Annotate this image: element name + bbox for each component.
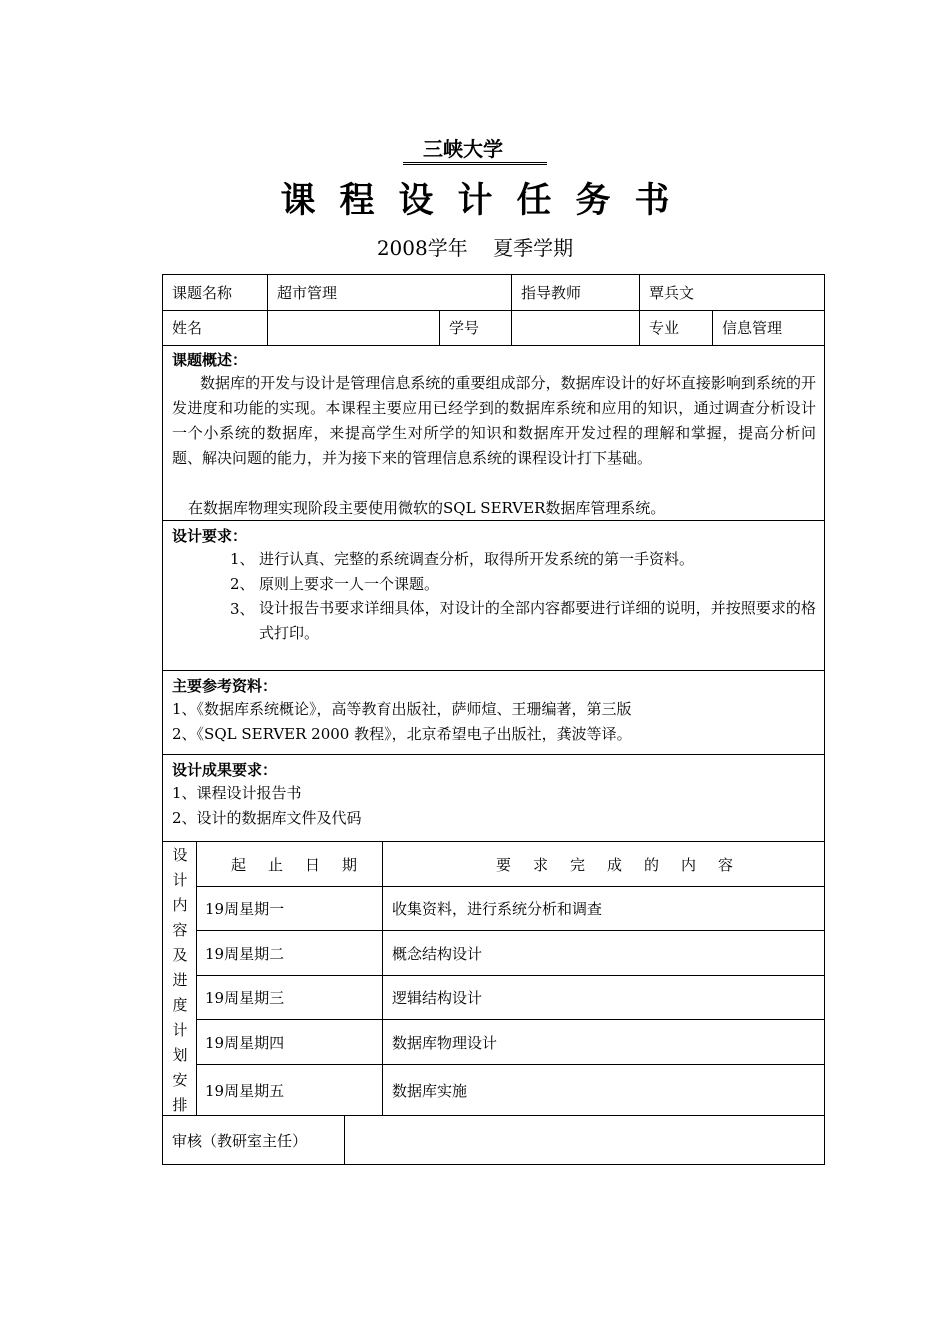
schedule-date-5: 19周星期五 (205, 1082, 285, 1100)
requirement-num-2: 2、 (230, 575, 255, 593)
schedule-date-header: 起止日期 (231, 856, 380, 874)
schedule-date-2: 19周星期二 (205, 945, 285, 963)
advisor-label: 指导教师 (521, 284, 582, 302)
requirement-text-3: 设计报告书要求详细具体，对设计的全部内容都要进行详细的说明，并按照要求的格式打印。 (259, 599, 816, 642)
schedule-content-2: 概念结构设计 (392, 945, 483, 963)
deliverable-item-2: 2、设计的数据库文件及代码 (172, 809, 362, 827)
schedule-date-4: 19周星期四 (205, 1034, 285, 1052)
references-heading: 主要参考资料： (172, 677, 278, 695)
schedule-side-label: 设计内容及进度计划安排 (172, 846, 188, 1114)
deliverable-item-1: 1、课程设计报告书 (172, 784, 302, 802)
topic-label: 课题名称 (172, 284, 233, 302)
requirements-heading: 设计要求： (172, 527, 248, 545)
overview-paragraph-2: 在数据库物理实现阶段主要使用微软的SQL SERVER数据库管理系统。 (188, 499, 666, 517)
schedule-content-1: 收集资料，进行系统分析和调查 (392, 900, 603, 918)
deliverables-heading: 设计成果要求： (172, 761, 278, 779)
overview-paragraph: 数据库的开发与设计是管理信息系统的重要组成部分，数据库设计的好坏直接影响到系统的开发进度和功能的实现。本课程主要应用已经学到的数据库系统和应用的知识，通过调查分析设计一个小系统的数据库，来提高学生对所学的知识和数据库开发过程的理解和掌握，提高分析问题、解决问题的能力，并为接下来的管理信息系统的课程设计打下基础。 (172, 374, 816, 467)
university-name-block (0, 137, 950, 165)
schedule-content-header: 要求完成的内容 (496, 856, 756, 874)
university-name: 三峡大学 (403, 137, 547, 165)
document-title: 课程设计任务书 (280, 181, 694, 221)
term-label: 2008学年 夏季学期 (376, 236, 574, 260)
review-label: 审核（教研室主任） (172, 1132, 308, 1150)
advisor-value: 覃兵文 (649, 284, 695, 302)
requirement-text-1: 进行认真、完整的系统调查分析，取得所开发系统的第一手资料。 (259, 550, 695, 568)
requirement-num-3: 3、 (230, 600, 255, 618)
schedule-date-3: 19周星期三 (205, 989, 285, 1007)
student-id-label: 学号 (449, 319, 480, 337)
requirement-num-1: 1、 (230, 550, 255, 568)
topic-value: 超市管理 (277, 284, 338, 302)
requirement-text-2: 原则上要求一人一个课题。 (259, 575, 440, 593)
reference-item-1: 1、《数据库系统概论》，高等教育出版社，萨师煊、王珊编著，第三版 (172, 700, 632, 718)
schedule-content-4: 数据库物理设计 (392, 1034, 498, 1052)
schedule-content-3: 逻辑结构设计 (392, 989, 483, 1007)
schedule-content-5: 数据库实施 (392, 1082, 468, 1100)
schedule-date-1: 19周星期一 (205, 900, 285, 918)
student-name-label: 姓名 (172, 319, 203, 337)
reference-item-2: 2、《SQL SERVER 2000 教程》，北京希望电子出版社，龚波等译。 (172, 725, 632, 743)
major-label: 专业 (649, 319, 680, 337)
major-value: 信息管理 (722, 319, 783, 337)
overview-heading: 课题概述： (172, 351, 248, 369)
